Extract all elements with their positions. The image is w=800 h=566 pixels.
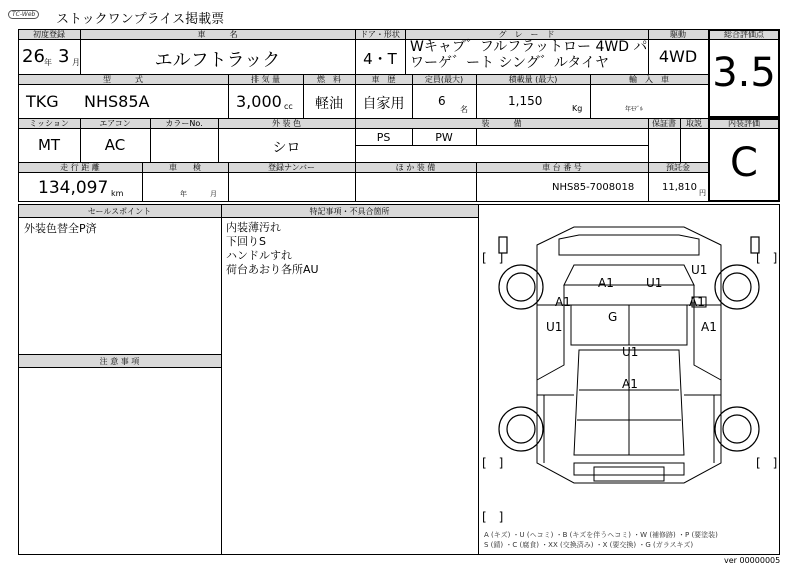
version-label: ver 00000005 xyxy=(724,556,781,565)
damage-mark-a1: A1 xyxy=(701,320,717,334)
tc-web-logo: TC-Web xyxy=(8,10,39,19)
remark-line: 荷台あおり各所AU xyxy=(226,263,319,276)
diagram-bracket: [ ] xyxy=(482,456,504,470)
fuel-label: 燃 料 xyxy=(317,75,341,84)
grade-line-2: ワーゲ゛ート シング゛ルタイヤ xyxy=(410,55,609,71)
damage-legend-line1: A (キズ) ・U (ヘコミ) ・B (キズを伴うヘコミ) ・W (補修跡) ・P (要塗装) xyxy=(484,531,718,539)
damage-mark-u1: U1 xyxy=(646,276,663,290)
grade-label: グ レ ー ド xyxy=(498,30,555,39)
equip-ps: PS xyxy=(376,131,391,144)
remark-line: 下回りS xyxy=(226,235,266,248)
reg-year-unit: 年 xyxy=(44,58,52,67)
capacity: 6 xyxy=(438,94,446,108)
max-load: 1,150 xyxy=(508,94,543,108)
sales-point-text: 外装色替全P済 xyxy=(24,222,97,235)
mileage-label: 走 行 距 離 xyxy=(60,163,100,172)
damage-mark-a1: A1 xyxy=(555,295,571,309)
interior-score-label: 内装評価 xyxy=(728,119,760,128)
reg-year: 26 xyxy=(22,46,45,67)
sales-point-label: セールスポイント xyxy=(87,207,152,216)
displacement-unit: cc xyxy=(284,102,293,111)
remarks-label: 特記事項・不具合箇所 xyxy=(309,207,390,216)
diagram-bracket: [ ] xyxy=(482,510,504,524)
history-label: 車 歴 xyxy=(371,75,396,84)
damage-mark-a1: A1 xyxy=(689,295,705,309)
import-label: 輸 入 車 xyxy=(629,75,669,84)
manual-label: 取説 xyxy=(686,119,702,128)
door-shape-label: ドア・形状 xyxy=(360,30,400,39)
damage-legend-line2: S (錆) ・C (腐食) ・XX (交換済み) ・X (要交換) ・G (ガラスキズ) xyxy=(484,541,694,549)
notes-label: 注 意 事 項 xyxy=(99,357,140,366)
warranty-label: 保証書 xyxy=(652,119,676,128)
inspection-month: 月 xyxy=(210,190,217,198)
damage-mark-a1: A1 xyxy=(598,276,614,290)
fuel-type: 軽油 xyxy=(315,96,343,112)
car-name-label: 車 名 xyxy=(197,30,238,39)
inspection-year: 年 xyxy=(180,190,187,198)
transmission: MT xyxy=(37,136,61,154)
damage-mark-g: G xyxy=(608,310,618,324)
damage-mark-a1: A1 xyxy=(622,377,638,391)
deposit-amount: 11,810 xyxy=(662,182,697,193)
deposit-unit: 円 xyxy=(699,189,706,197)
page-title: ストックワンプライス掲載票 xyxy=(56,12,225,27)
mileage: 134,097 xyxy=(38,178,109,198)
equipment-label: 装 備 xyxy=(481,119,522,128)
overall-score: 3.5 xyxy=(712,50,776,96)
capacity-unit: 名 xyxy=(460,105,468,114)
equip-pw: PW xyxy=(435,131,453,144)
drive-type: 4WD xyxy=(658,47,698,66)
diagram-bracket: [ ] xyxy=(482,251,504,265)
model-code: NHS85A xyxy=(84,92,150,111)
exterior-color-label: 外 装 色 xyxy=(271,119,302,128)
remark-line: ハンドルすれ xyxy=(226,249,292,262)
aircon: AC xyxy=(104,136,126,154)
drive-label: 駆動 xyxy=(670,30,686,39)
door-shape: 4・T xyxy=(363,50,397,68)
exterior-color: シロ xyxy=(272,140,301,156)
capacity-label: 定員(最大) xyxy=(424,75,464,84)
vehicle-history: 自家用 xyxy=(362,96,405,112)
first-reg-label: 初度登録 xyxy=(33,30,65,39)
chassis-label: 車 台 番 号 xyxy=(542,163,582,172)
color-no-label: カラーNo. xyxy=(165,119,203,128)
plate-label: 登録ナンバー xyxy=(267,163,316,172)
damage-mark-u1: U1 xyxy=(691,263,708,277)
damage-mark-u1: U1 xyxy=(546,320,563,334)
overall-score-label: 総合評価点 xyxy=(724,30,764,39)
diagram-bracket: [ ] xyxy=(756,251,778,265)
inspection-label: 車 検 xyxy=(169,163,201,172)
deposit-label: 預託金 xyxy=(666,163,690,172)
reg-month: 3 xyxy=(58,46,70,67)
displacement-label: 排 気 量 xyxy=(250,75,281,84)
reg-month-unit: 月 xyxy=(72,58,80,67)
other-equipment-label: ほ か 装 備 xyxy=(395,163,436,172)
load-unit: Kg xyxy=(572,104,583,113)
mileage-unit: km xyxy=(111,189,124,198)
car-name: エルフトラック xyxy=(154,50,281,71)
mission-label: ミッション xyxy=(29,119,69,128)
displacement: 3,000 xyxy=(236,92,282,111)
load-label: 積載量 (最大) xyxy=(508,75,558,84)
aircon-label: エアコン xyxy=(99,119,131,128)
model-prefix: TKG xyxy=(26,92,59,111)
interior-score: C xyxy=(730,140,758,186)
truck-damage-diagram xyxy=(479,205,779,535)
model-label: 型 式 xyxy=(103,75,143,84)
chassis-number: NHS85-7008018 xyxy=(552,182,635,193)
import-year-model: 年ﾓﾃﾞﾙ xyxy=(625,106,644,113)
diagram-bracket: [ ] xyxy=(756,456,778,470)
remark-line: 内装薄汚れ xyxy=(226,221,281,234)
damage-mark-u1: U1 xyxy=(622,345,639,359)
grade-line-1: Wキャブ゛フルフラットロー 4WD パ xyxy=(410,39,648,55)
